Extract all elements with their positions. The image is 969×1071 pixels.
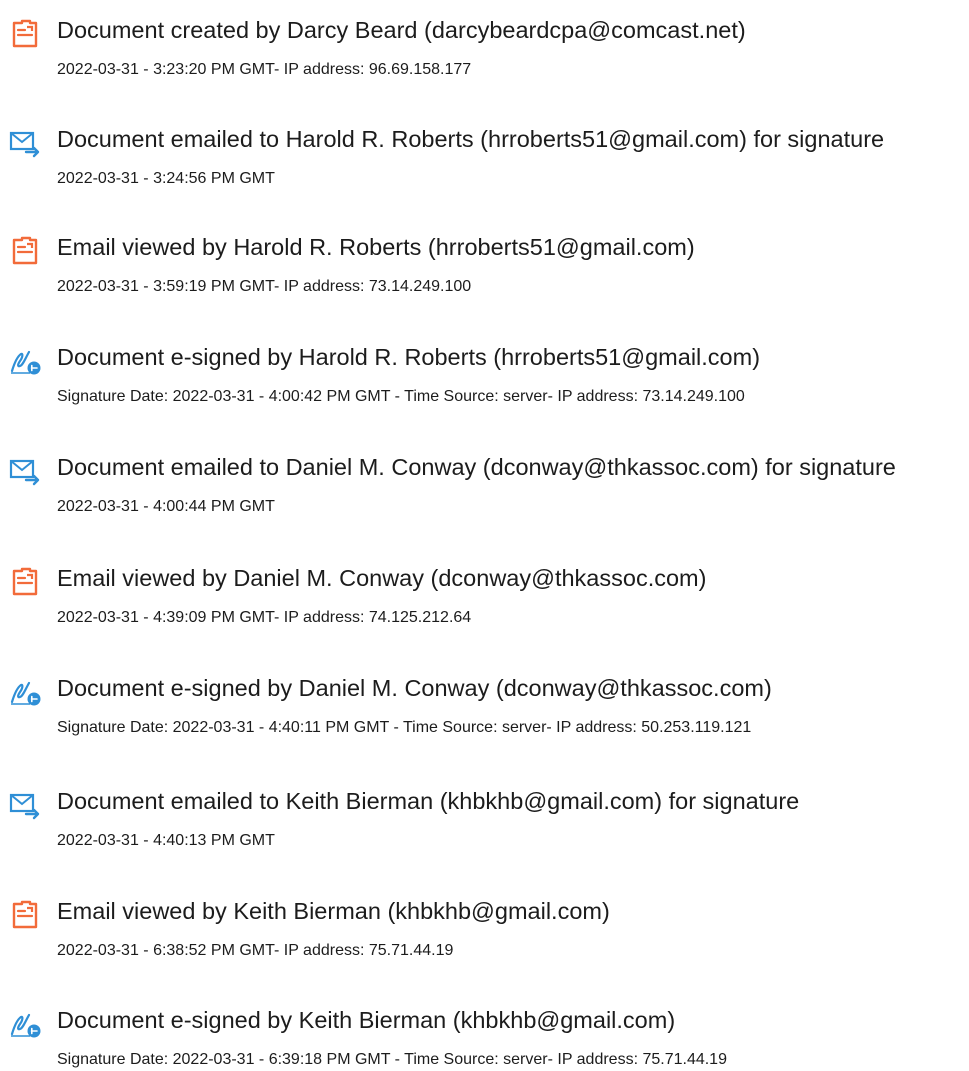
event-detail: 2022-03-31 - 3:59:19 PM GMT- IP address: 73.14.249.100 [57,278,472,295]
event-title: Document created by Darcy Beard (darcybeardcpa@comcast.net) [57,17,746,43]
email-icon [8,790,42,820]
event-detail: Signature Date: 2022-03-31 - 4:00:42 PM GMT - Time Source: server- IP address: 73.14.249.100 [57,388,745,405]
document-icon [8,236,42,266]
event-title: Document e-signed by Daniel M. Conway (dconway@thkassoc.com) [57,675,772,701]
event-detail: 2022-03-31 - 4:40:13 PM GMT [57,832,275,849]
event-title: Document e-signed by Keith Bierman (khbkhb@gmail.com) [57,1007,676,1033]
event-title: Email viewed by Daniel M. Conway (dconway@thkassoc.com) [57,565,707,591]
event-title: Document emailed to Harold R. Roberts (hrroberts51@gmail.com) for signature [57,126,885,152]
event-detail: Signature Date: 2022-03-31 - 6:39:18 PM GMT - Time Source: server- IP address: 75.71.44.19 [57,1051,727,1068]
signed-icon [8,346,42,376]
signed-icon [8,677,42,707]
email-icon [8,456,42,486]
event-title: Email viewed by Harold R. Roberts (hrroberts51@gmail.com) [57,234,695,260]
signed-icon [8,1009,42,1039]
event-detail: 2022-03-31 - 4:39:09 PM GMT- IP address: 74.125.212.64 [57,609,472,626]
event-title: Email viewed by Keith Bierman (khbkhb@gmail.com) [57,898,610,924]
document-icon [8,19,42,49]
event-title: Document emailed to Daniel M. Conway (dconway@thkassoc.com) for signature [57,454,896,480]
event-title: Document emailed to Keith Bierman (khbkhb@gmail.com) for signature [57,788,800,814]
document-icon [8,900,42,930]
document-icon [8,567,42,597]
event-detail: 2022-03-31 - 3:23:20 PM GMT- IP address: 96.69.158.177 [57,61,472,78]
event-title: Document e-signed by Harold R. Roberts (hrroberts51@gmail.com) [57,344,761,370]
event-detail: 2022-03-31 - 3:24:56 PM GMT [57,170,275,187]
email-icon [8,128,42,158]
event-detail: Signature Date: 2022-03-31 - 4:40:11 PM GMT - Time Source: server- IP address: 50.253.119.121 [57,719,752,736]
event-detail: 2022-03-31 - 6:38:52 PM GMT- IP address: 75.71.44.19 [57,942,454,959]
event-detail: 2022-03-31 - 4:00:44 PM GMT [57,498,275,515]
